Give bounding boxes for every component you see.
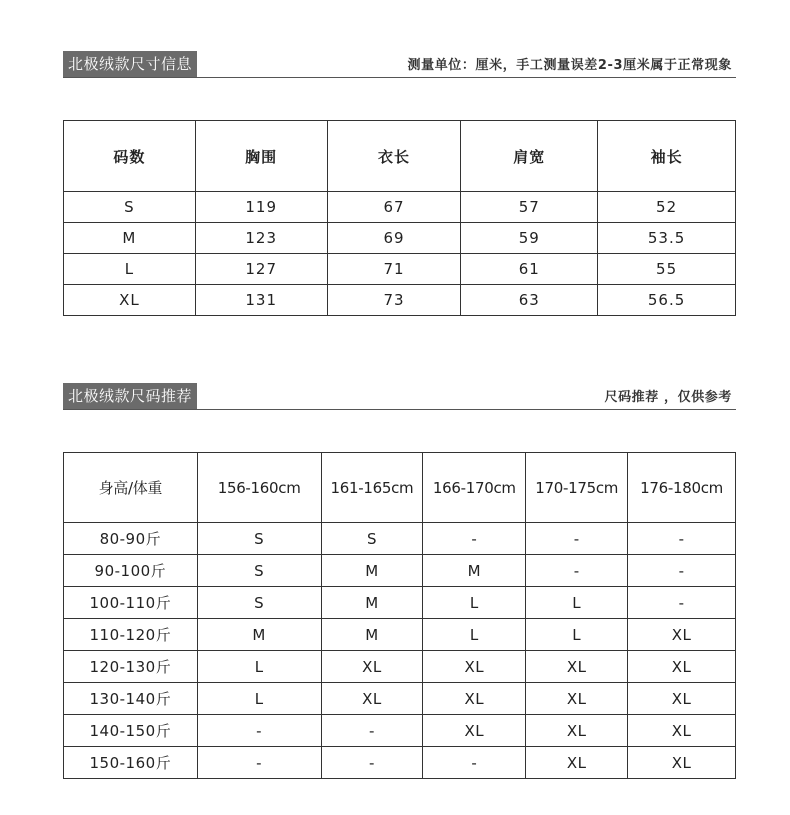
table-cell: -: [321, 747, 423, 779]
table-cell: -: [628, 555, 736, 587]
size-info-table: [63, 120, 736, 316]
table-cell: XL: [423, 715, 526, 747]
table-row: [64, 683, 736, 715]
table-cell: 61: [461, 254, 598, 285]
table-cell: -: [628, 587, 736, 619]
table-cell: 67: [327, 192, 461, 223]
table-cell: XL: [526, 683, 628, 715]
table-cell: 55: [598, 254, 736, 285]
column-header: 衣长: [327, 121, 461, 192]
table-row: [64, 619, 736, 651]
table-cell: -: [526, 555, 628, 587]
table-cell: S: [64, 192, 196, 223]
table-cell: M: [321, 587, 423, 619]
table-cell: XL: [64, 285, 196, 316]
table-row: [64, 523, 736, 555]
table-row: [64, 254, 736, 285]
size-info-header: [63, 51, 736, 78]
column-header: 肩宽: [461, 121, 598, 192]
column-header: 161-165cm: [321, 453, 423, 523]
column-header: 166-170cm: [423, 453, 526, 523]
table-cell: M: [423, 555, 526, 587]
table-cell: 57: [461, 192, 598, 223]
size-info-tag: 北极绒款尺寸信息: [63, 51, 197, 77]
size-recommend-table: [63, 452, 736, 779]
table-cell: S: [197, 587, 321, 619]
table-cell: 140-150斤: [64, 715, 198, 747]
table-cell: S: [321, 523, 423, 555]
table-cell: XL: [628, 683, 736, 715]
table-row: [64, 747, 736, 779]
table-cell: -: [423, 523, 526, 555]
table-cell: S: [197, 523, 321, 555]
table-cell: XL: [526, 651, 628, 683]
table-cell: 52: [598, 192, 736, 223]
column-header: 176-180cm: [628, 453, 736, 523]
table-cell: 119: [195, 192, 327, 223]
recommend-note: 尺码推荐 ，仅供参考: [604, 390, 732, 405]
column-header: 袖长: [598, 121, 736, 192]
table-cell: XL: [321, 683, 423, 715]
table-cell: 120-130斤: [64, 651, 198, 683]
table-cell: 80-90斤: [64, 523, 198, 555]
table-cell: L: [197, 683, 321, 715]
table-cell: XL: [526, 747, 628, 779]
table-cell: 123: [195, 223, 327, 254]
table-cell: L: [526, 587, 628, 619]
table-row: [64, 285, 736, 316]
table-cell: L: [423, 587, 526, 619]
header-row: [64, 121, 736, 192]
table-cell: 100-110斤: [64, 587, 198, 619]
table-cell: 130-140斤: [64, 683, 198, 715]
table-row: [64, 715, 736, 747]
table-cell: M: [64, 223, 196, 254]
table-cell: 69: [327, 223, 461, 254]
column-header: 156-160cm: [197, 453, 321, 523]
size-recommend-header: [63, 383, 736, 410]
table-cell: M: [321, 555, 423, 587]
size-recommend-tag: 北极绒款尺码推荐: [63, 383, 197, 409]
table-cell: 63: [461, 285, 598, 316]
table-cell: -: [197, 747, 321, 779]
table-cell: XL: [423, 651, 526, 683]
table-cell: XL: [321, 651, 423, 683]
table-cell: L: [423, 619, 526, 651]
table-cell: -: [423, 747, 526, 779]
table-row: [64, 192, 736, 223]
table-cell: L: [197, 651, 321, 683]
table-cell: 131: [195, 285, 327, 316]
table-cell: XL: [628, 747, 736, 779]
table-cell: L: [526, 619, 628, 651]
table-row: [64, 587, 736, 619]
table-cell: 59: [461, 223, 598, 254]
table-cell: 73: [327, 285, 461, 316]
table-cell: -: [526, 523, 628, 555]
column-header: 码数: [64, 121, 196, 192]
column-header: 身高/体重: [64, 453, 198, 523]
table-cell: 110-120斤: [64, 619, 198, 651]
table-cell: -: [197, 715, 321, 747]
table-cell: 56.5: [598, 285, 736, 316]
column-header: 170-175cm: [526, 453, 628, 523]
table-cell: -: [628, 523, 736, 555]
table-row: [64, 555, 736, 587]
table-cell: 127: [195, 254, 327, 285]
table-cell: XL: [628, 651, 736, 683]
table-row: [64, 651, 736, 683]
table-cell: 150-160斤: [64, 747, 198, 779]
table-cell: 53.5: [598, 223, 736, 254]
table-cell: 90-100斤: [64, 555, 198, 587]
table-cell: XL: [628, 715, 736, 747]
table-cell: M: [321, 619, 423, 651]
table-row: [64, 223, 736, 254]
header-row: [64, 453, 736, 523]
table-cell: XL: [628, 619, 736, 651]
measurement-note: 测量单位：厘米，手工测量误差2-3厘米属于正常现象: [407, 58, 732, 73]
table-cell: 71: [327, 254, 461, 285]
table-cell: L: [64, 254, 196, 285]
column-header: 胸围: [195, 121, 327, 192]
table-cell: M: [197, 619, 321, 651]
table-cell: XL: [526, 715, 628, 747]
table-cell: XL: [423, 683, 526, 715]
table-cell: -: [321, 715, 423, 747]
table-cell: S: [197, 555, 321, 587]
